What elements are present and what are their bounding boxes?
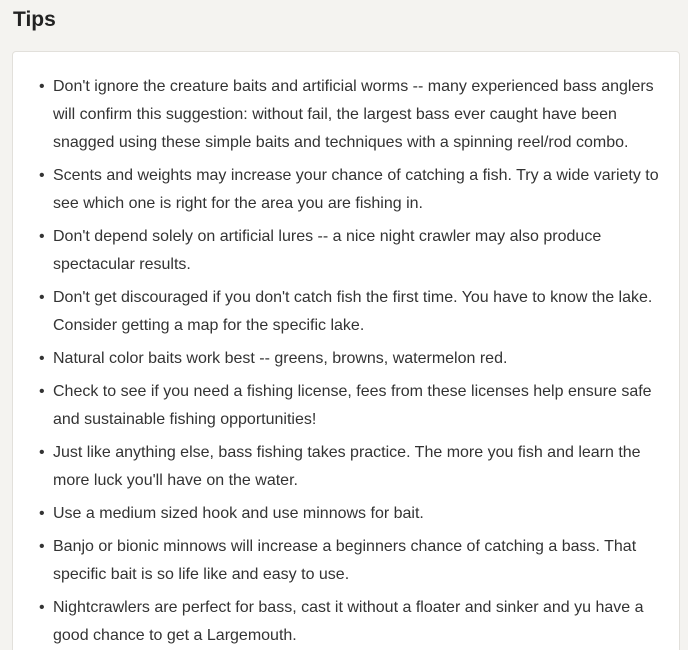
tip-item <box>39 223 665 279</box>
bullet-icon: • <box>39 444 45 461</box>
tips-card <box>12 51 680 650</box>
tip-item <box>39 500 665 528</box>
bullet-icon: • <box>39 350 45 367</box>
tip-text: Don't ignore the creature baits and artificial worms -- many experienced bass anglers will confirm this suggestion: without fail, the largest bass ever caught have been snagged using these simple baits and techniques with a spinning reel/rod combo. <box>53 78 654 151</box>
tip-item <box>39 73 665 157</box>
bullet-icon: • <box>39 599 45 616</box>
tip-item <box>39 345 665 373</box>
bullet-icon: • <box>39 228 45 245</box>
tip-text: Don't depend solely on artificial lures -- a nice night crawler may also produce spectacular results. <box>53 228 602 273</box>
bullet-icon: • <box>39 383 45 400</box>
tip-text: Use a medium sized hook and use minnows for bait. <box>53 505 424 522</box>
bullet-icon: • <box>39 167 45 184</box>
tip-item <box>39 378 665 434</box>
tip-item <box>39 594 665 650</box>
tip-text: Banjo or bionic minnows will increase a beginners chance of catching a bass. That specific bait is so life like and easy to use. <box>53 538 637 583</box>
tip-text: Scents and weights may increase your chance of catching a fish. Try a wide variety to see which one is right for the area you are fishing in. <box>53 167 659 212</box>
bullet-icon: • <box>39 505 45 522</box>
bullet-icon: • <box>39 538 45 555</box>
tip-text: Nightcrawlers are perfect for bass, cast it without a floater and sinker and yu have a good chance to get a Largemouth. <box>53 599 644 644</box>
tip-item <box>39 284 665 340</box>
tip-item <box>39 439 665 495</box>
bullet-icon: • <box>39 289 45 306</box>
tip-text: Don't get discouraged if you don't catch fish the first time. You have to know the lake. Consider getting a map for the specific lake. <box>53 289 653 334</box>
tip-text: Natural color baits work best -- greens, browns, watermelon red. <box>53 350 508 367</box>
tip-text: Just like anything else, bass fishing takes practice. The more you fish and learn the more luck you'll have on the water. <box>53 444 641 489</box>
tip-item <box>39 162 665 218</box>
tip-item <box>39 533 665 589</box>
tips-list <box>13 52 679 650</box>
tip-text: Check to see if you need a fishing license, fees from these licenses help ensure safe and sustainable fishing opportunities! <box>53 383 652 428</box>
bullet-icon: • <box>39 78 45 95</box>
section-title: Tips <box>13 8 56 31</box>
